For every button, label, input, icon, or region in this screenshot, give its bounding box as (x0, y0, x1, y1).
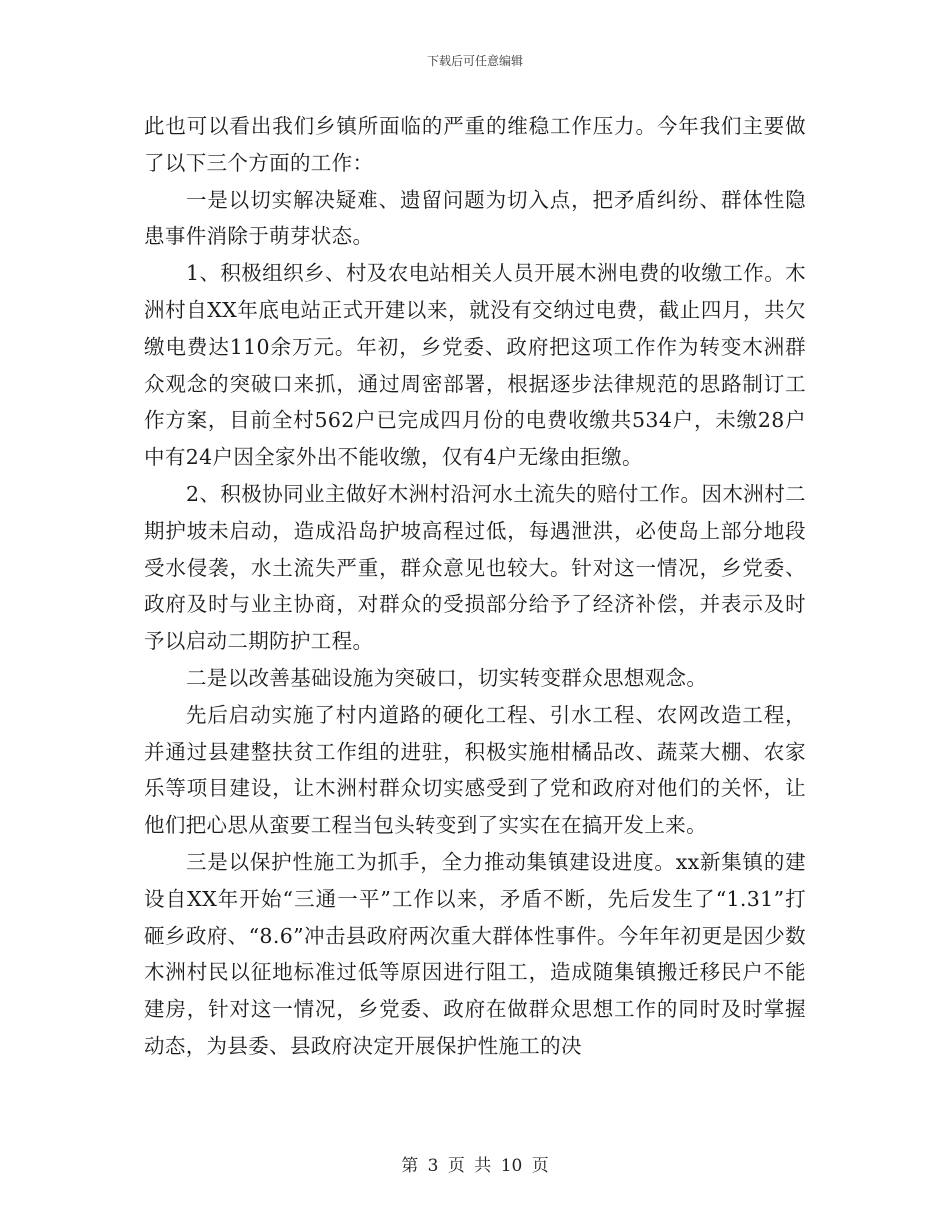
document-body (144, 108, 806, 1065)
paragraph-section-two-heading: 二是以改善基础设施为突破口，切实转变群众思想观念。 (186, 665, 708, 690)
paragraph-section-three: 三是以保护性施工为抓手，全力推动集镇建设进度。xx新集镇的建设自XX年开始“三通一平”工作以来，矛盾不断，先后发生了“1.31”打砸乡政府、“8.6”冲击县政府两次重大群体性事件。今年年初更是因少数木洲村民以征地标准过低等原因进行阻工，造成随集镇搬迁移民户不能建房，针对这一情况，乡党委、政府在做群众思想工作的同时及时掌握动态，为县委、县政府决定开展保护性施工的决 (144, 849, 806, 1058)
paragraph-item-1: 1、积极组织乡、村及农电站相关人员开展木洲电费的收缴工作。木洲村自XX年底电站正式开建以来，就没有交纳过电费，截止四月，共欠缴电费达110余万元。年初，乡党委、政府把这项工作作为转变木洲群众观念的突破口来抓，通过周密部署，根据逐步法律规范的思路制订工作方案，目前全村562户已完成四月份的电费收缴共534户，未缴28户中有24户因全家外出不能收缴，仅有4户无缘由拒缴。 (144, 261, 806, 470)
paragraph-section-two-body: 先后启动实施了村内道路的硬化工程、引水工程、农网改造工程，并通过县建整扶贫工作组的进驻，积极实施柑橘品改、蔬菜大棚、农家乐等项目建设，让木洲村群众切实感受到了党和政府对他们的关怀，让他们把心思从蛮要工程当包头转变到了实实在在搞开发上来。 (144, 702, 806, 838)
paragraph-item-2: 2、积极协同业主做好木洲村沿河水土流失的赔付工作。因木洲村二期护坡未启动，造成沿岛护坡高程过低，每遇泄洪，必使岛上部分地段受水侵袭，水土流失严重，群众意见也较大。针对这一情况，乡党委、政府及时与业主协商，对群众的受损部分给予了经济补偿，并表示及时予以启动二期防护工程。 (144, 481, 806, 654)
page-number-footer: 第 3 页 共 10 页 (401, 1156, 549, 1176)
page-header: 下载后可任意编辑 (426, 54, 523, 68)
paragraph-section-one-heading: 一是以切实解决疑难、遗留问题为切入点，把矛盾纠纷、群体性隐患事件消除于萌芽状态。 (144, 187, 806, 249)
paragraph-continuation: 此也可以看出我们乡镇所面临的严重的维稳工作压力。今年我们主要做了以下三个方面的工作： (144, 114, 806, 175)
